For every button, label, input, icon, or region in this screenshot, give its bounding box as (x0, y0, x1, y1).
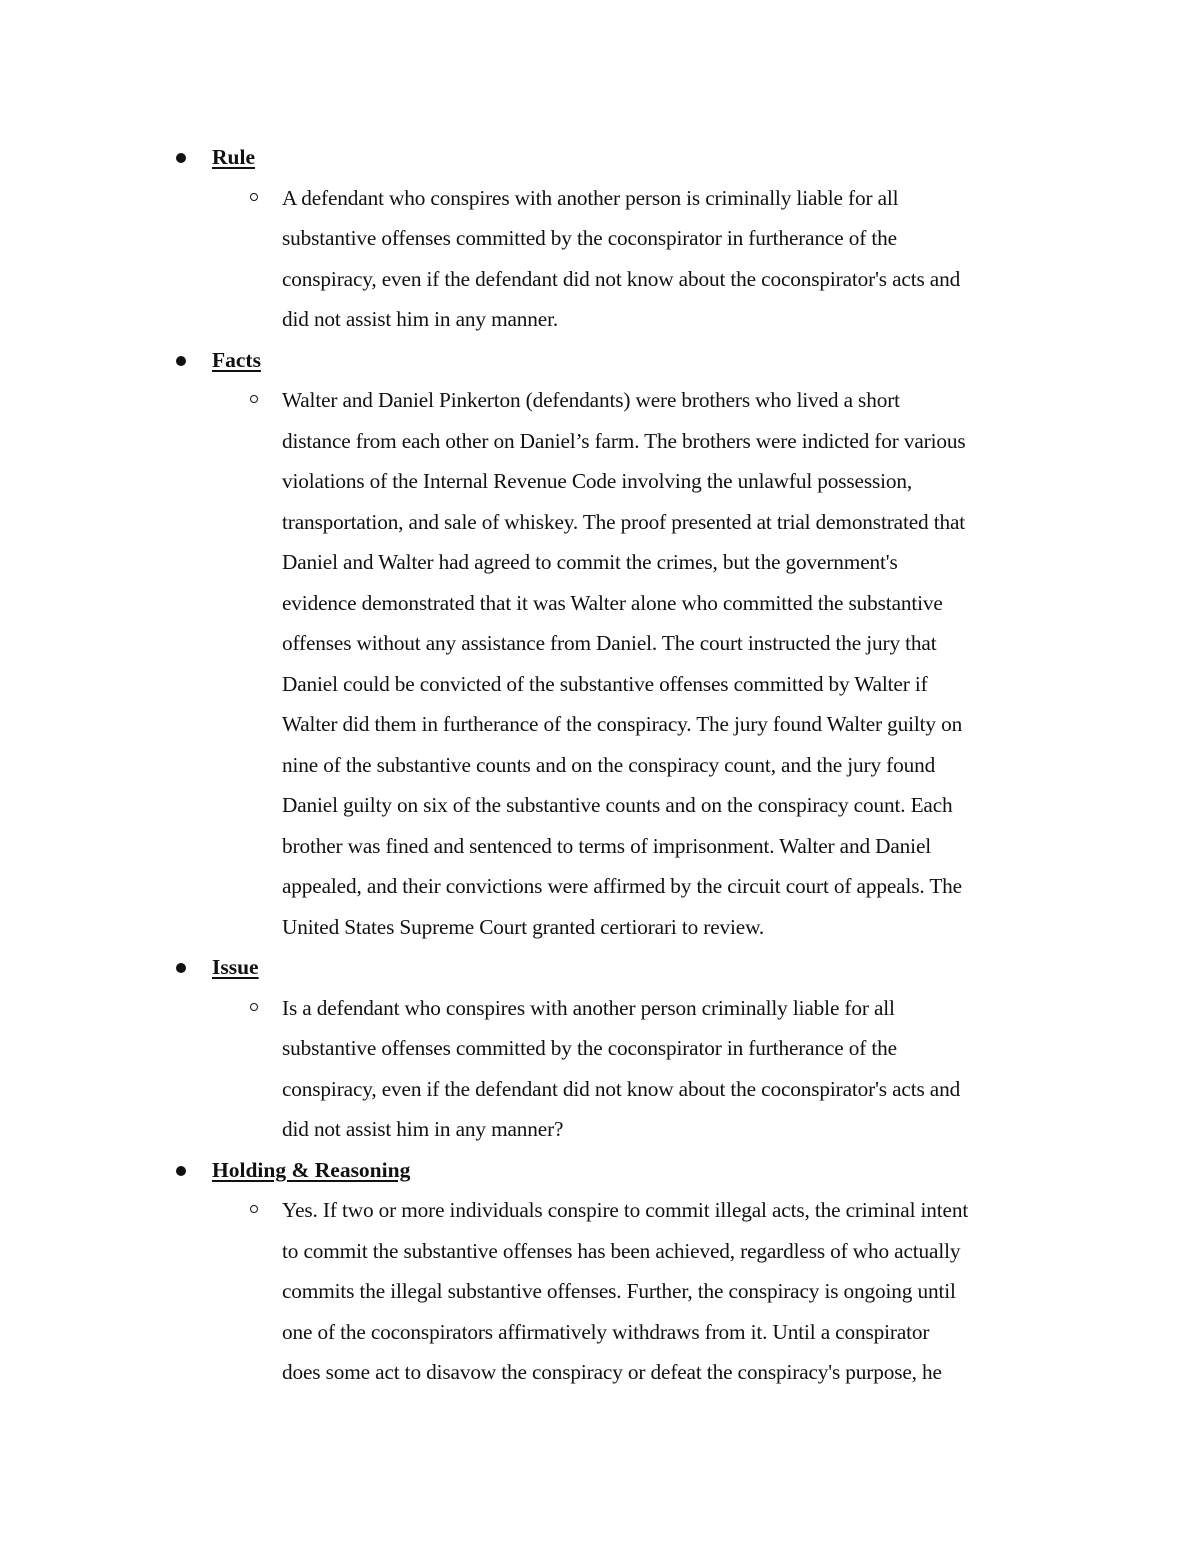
text-line: commits the illegal substantive offenses. Further, the conspiracy is ongoing until (282, 1279, 956, 1303)
text-line: nine of the substantive counts and on the conspiracy count, and the jury found (282, 752, 936, 777)
text-line: to commit the substantive offenses has been achieved, regardless of who actually (282, 1238, 961, 1263)
paragraph (282, 178, 1062, 340)
section-heading: Facts (212, 347, 261, 372)
section-issue (0, 947, 1200, 1150)
text-line: did not assist him in any manner. (282, 307, 559, 331)
text-line: appealed, and their convictions were affirmed by the circuit court of appeals. The (282, 874, 962, 898)
hollow-bullet-icon (250, 395, 258, 403)
text-line: one of the coconspirators affirmatively withdraws from it. Until a conspirator (282, 1319, 930, 1344)
filled-bullet-icon (176, 153, 186, 163)
section-body (0, 1190, 1200, 1393)
filled-bullet-icon (176, 1166, 186, 1176)
text-line: United States Supreme Court granted certiorari to review. (282, 914, 765, 939)
section-heading-row (0, 137, 1200, 178)
text-line: did not assist him in any manner? (282, 1117, 564, 1141)
section-facts (0, 340, 1200, 948)
section-body (0, 380, 1200, 947)
hollow-bullet-icon (250, 193, 258, 201)
text-line: does some act to disavow the conspiracy or defeat the conspiracy's purpose, he (282, 1360, 942, 1384)
section-holding-reasoning (0, 1150, 1200, 1393)
paragraph (282, 380, 1062, 947)
section-body (0, 178, 1200, 340)
text-line: substantive offenses committed by the coconspirator in furtherance of the (282, 1036, 897, 1060)
text-line: evidence demonstrated that it was Walter alone who committed the substantive (282, 590, 943, 615)
text-line: substantive offenses committed by the coconspirator in furtherance of the (282, 226, 897, 250)
section-heading-row (0, 947, 1200, 988)
text-line: Daniel could be convicted of the substantive offenses committed by Walter if (282, 671, 928, 696)
text-line: A defendant who conspires with another person is criminally liable for all (282, 185, 899, 210)
text-line: Walter and Daniel Pinkerton (defendants) were brothers who lived a short (282, 388, 900, 412)
paragraph (282, 1190, 1062, 1393)
text-line: transportation, and sale of whiskey. The proof presented at trial demonstrated that (282, 509, 966, 534)
section-body (0, 988, 1200, 1150)
case-brief (0, 137, 1200, 1393)
text-line: brother was fined and sentenced to terms of imprisonment. Walter and Daniel (282, 833, 932, 858)
text-line: violations of the Internal Revenue Code involving the unlawful possession, (282, 469, 913, 493)
text-line: Daniel guilty on six of the substantive counts and on the conspiracy count. Each (282, 793, 953, 817)
text-line: conspiracy, even if the defendant did not know about the coconspirator's acts and (282, 1076, 961, 1101)
hollow-bullet-icon (250, 1205, 258, 1213)
section-rule (0, 137, 1200, 340)
section-heading: Holding & Reasoning (212, 1157, 411, 1182)
text-line: Daniel and Walter had agreed to commit the crimes, but the government's (282, 550, 898, 574)
text-line: offenses without any assistance from Daniel. The court instructed the jury that (282, 631, 937, 655)
section-heading: Issue (212, 955, 259, 979)
filled-bullet-icon (176, 963, 186, 973)
hollow-bullet-icon (250, 1003, 258, 1011)
paragraph (282, 988, 1062, 1150)
filled-bullet-icon (176, 356, 186, 366)
section-heading-row (0, 1150, 1200, 1191)
text-line: Walter did them in furtherance of the conspiracy. The jury found Walter guilty on (282, 712, 963, 736)
section-heading: Rule (212, 145, 255, 169)
text-line: conspiracy, even if the defendant did not know about the coconspirator's acts and (282, 266, 961, 291)
text-line: Yes. If two or more individuals conspire to commit illegal acts, the criminal intent (282, 1198, 969, 1222)
text-line: Is a defendant who conspires with another person criminally liable for all (282, 995, 895, 1020)
text-line: distance from each other on Daniel’s farm. The brothers were indicted for various (282, 428, 966, 453)
section-heading-row (0, 340, 1200, 381)
